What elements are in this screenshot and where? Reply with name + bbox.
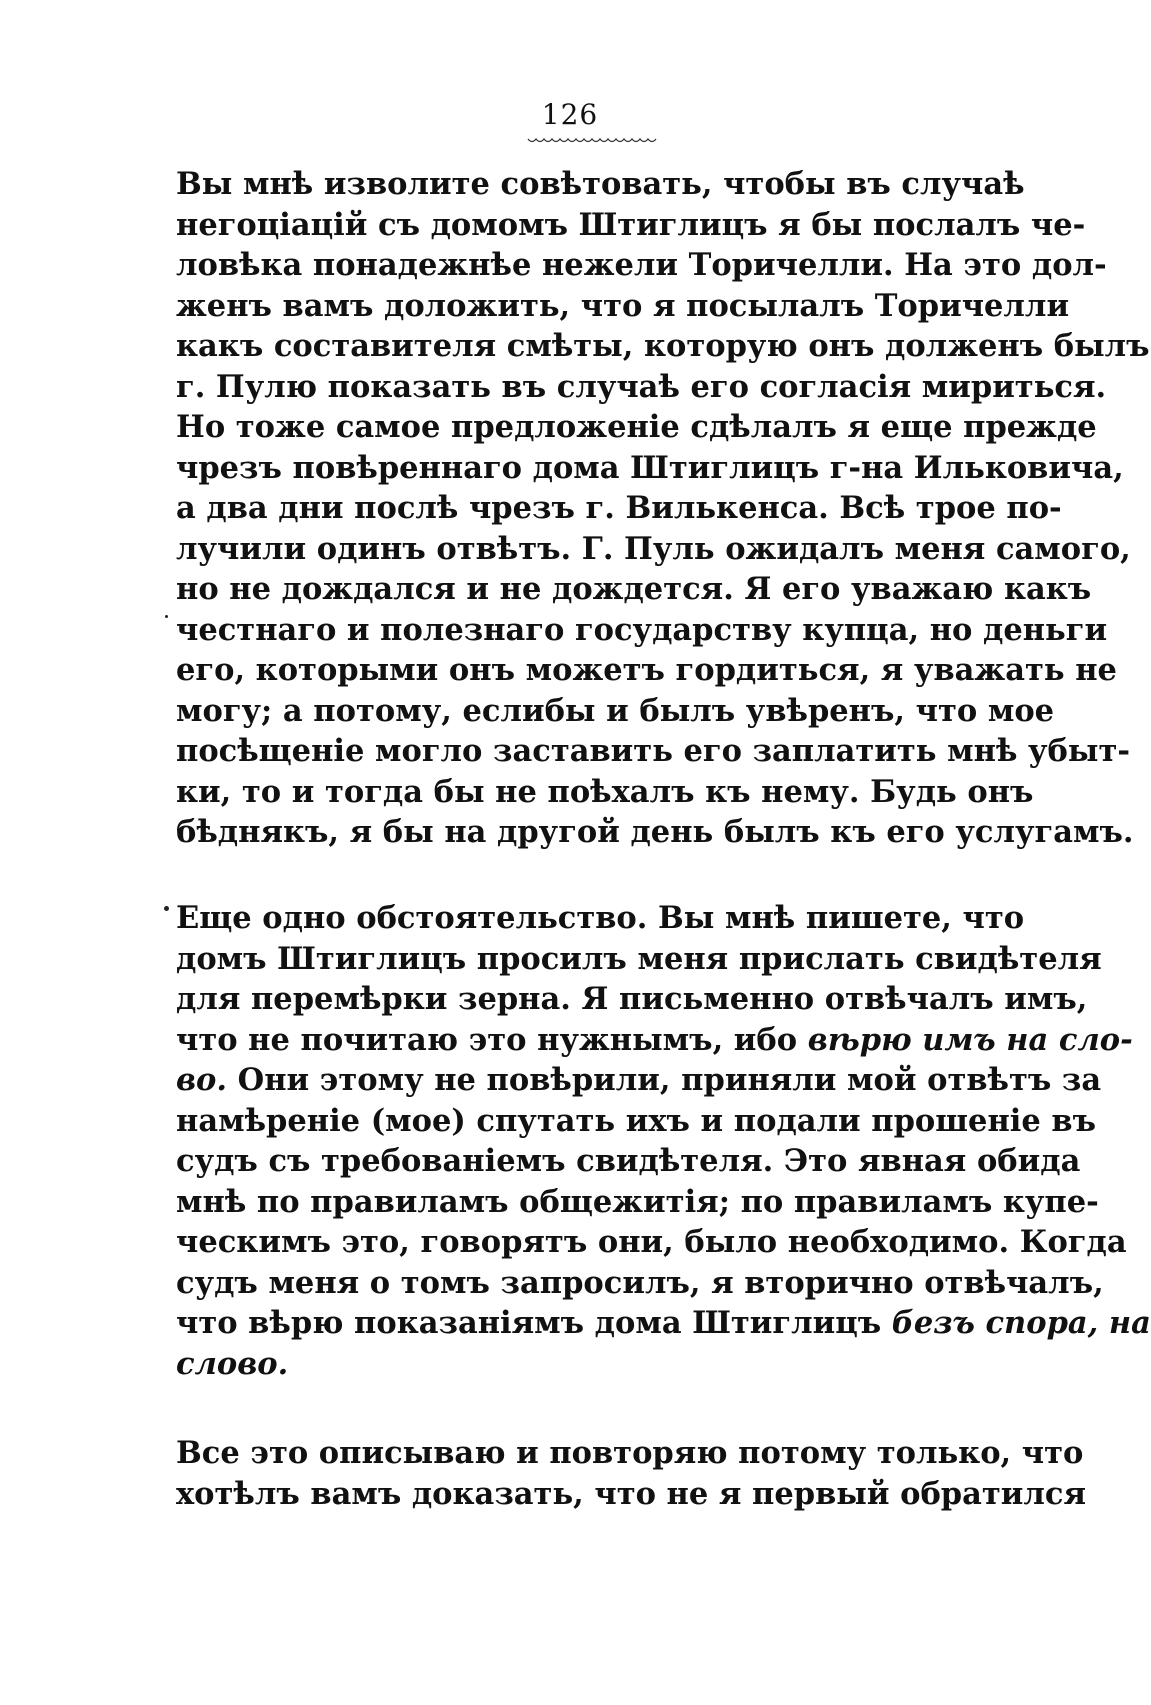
paragraph-1 [176,164,1150,853]
text-line: г. Пулю показать въ случаѣ его согласія мириться. [176,368,1107,405]
text-line: мнѣ по правиламъ общежитія; по правиламъ купе- [176,1183,1099,1220]
text-line: Еще одно обстоятельство. Вы мнѣ пишете, что [176,900,1025,936]
page-number-ornament [526,136,666,146]
text-line: ловѣка понадежнѣе нежели Торичелли. На это дол- [176,247,1107,283]
text-line: хотѣлъ вамъ доказать, что не я первый обратился [176,1475,1087,1512]
text-line: его, которыми онъ можетъ гордиться, я уважать не [176,652,1117,688]
italic-segment: слово. [176,1345,289,1382]
paragraph-2 [176,898,1151,1384]
text-line: намѣреніе (мое) спутать ихъ и подали прошеніе въ [176,1102,1096,1139]
text-line: ки, то и тогда бы не поѣхалъ къ нему. Будь онъ [176,773,1034,810]
text-line: посѣщеніе могло заставить его заплатить мнѣ убыт- [176,733,1131,769]
scan-speck [164,906,169,911]
text-line: могу; а потому, еслибы и былъ увѣренъ, что мое [176,692,1055,729]
text-line-mixed [176,1303,1151,1344]
text-line: бѣднякъ, я бы на другой день былъ къ его услугамъ. [176,814,1134,850]
scan-speck [165,615,168,618]
text-line: но не дождался и не дождется. Я его уважаю какъ [176,571,1092,607]
text-segment: что не почитаю это нужнымъ, ибо [176,1021,798,1058]
text-line: ческимъ это, говорятъ они, было необходимо. Когда [176,1224,1127,1260]
text-segment: Они этому не повѣрили, приняли мой отвѣтъ за [237,1062,1102,1098]
text-line: какъ составителя смѣты, которую онъ долженъ былъ [176,328,1150,364]
text-segment: что вѣрю показаніямъ дома Штиглицъ [176,1305,882,1341]
text-line: судъ съ требованіемъ свидѣтеля. Это явная обида [176,1143,1081,1179]
italic-segment: во. [176,1062,227,1098]
text-line-mixed [176,1060,1102,1101]
text-line: судъ меня о томъ запросилъ, я вторично отвѣчалъ, [176,1264,1104,1301]
text-line: Вы мнѣ изволите совѣтовать, чтобы въ случаѣ [176,166,1025,202]
text-line: женъ вамъ доложить, что я посылалъ Торичелли [176,287,1070,324]
text-line: негоціацій съ домомъ Штиглицъ я бы послалъ че- [176,206,1086,243]
text-line: а два дни послѣ чрезъ г. Вилькенса. Всѣ трое по- [176,490,1062,526]
text-line: домъ Штиглицъ просилъ меня прислать свидѣтеля [176,940,1102,977]
italic-segment: безъ спора, на [891,1305,1151,1341]
page-number: 126 [541,98,599,131]
text-line: Все это описываю и повторяю потому только, что [176,1435,1084,1471]
text-line [176,1344,1018,1385]
text-line: честнаго и полезнаго государству купца, но деньги [176,611,1108,648]
text-line: лучили одинъ отвѣтъ. Г. Пуль ожидалъ меня самого, [176,530,1131,567]
text-line-mixed [176,1020,1133,1061]
paragraph-3 [176,1433,1087,1514]
italic-segment: вѣрю имъ на сло- [807,1021,1133,1058]
text-line: для перемѣрки зерна. Я письменно отвѣчалъ имъ, [176,981,1088,1017]
text-line: чрезъ повѣреннаго дома Штиглицъ г-на Ильковича, [176,449,1124,486]
text-line: Но тоже самое предложеніе сдѣлалъ я еще прежде [176,409,1097,445]
